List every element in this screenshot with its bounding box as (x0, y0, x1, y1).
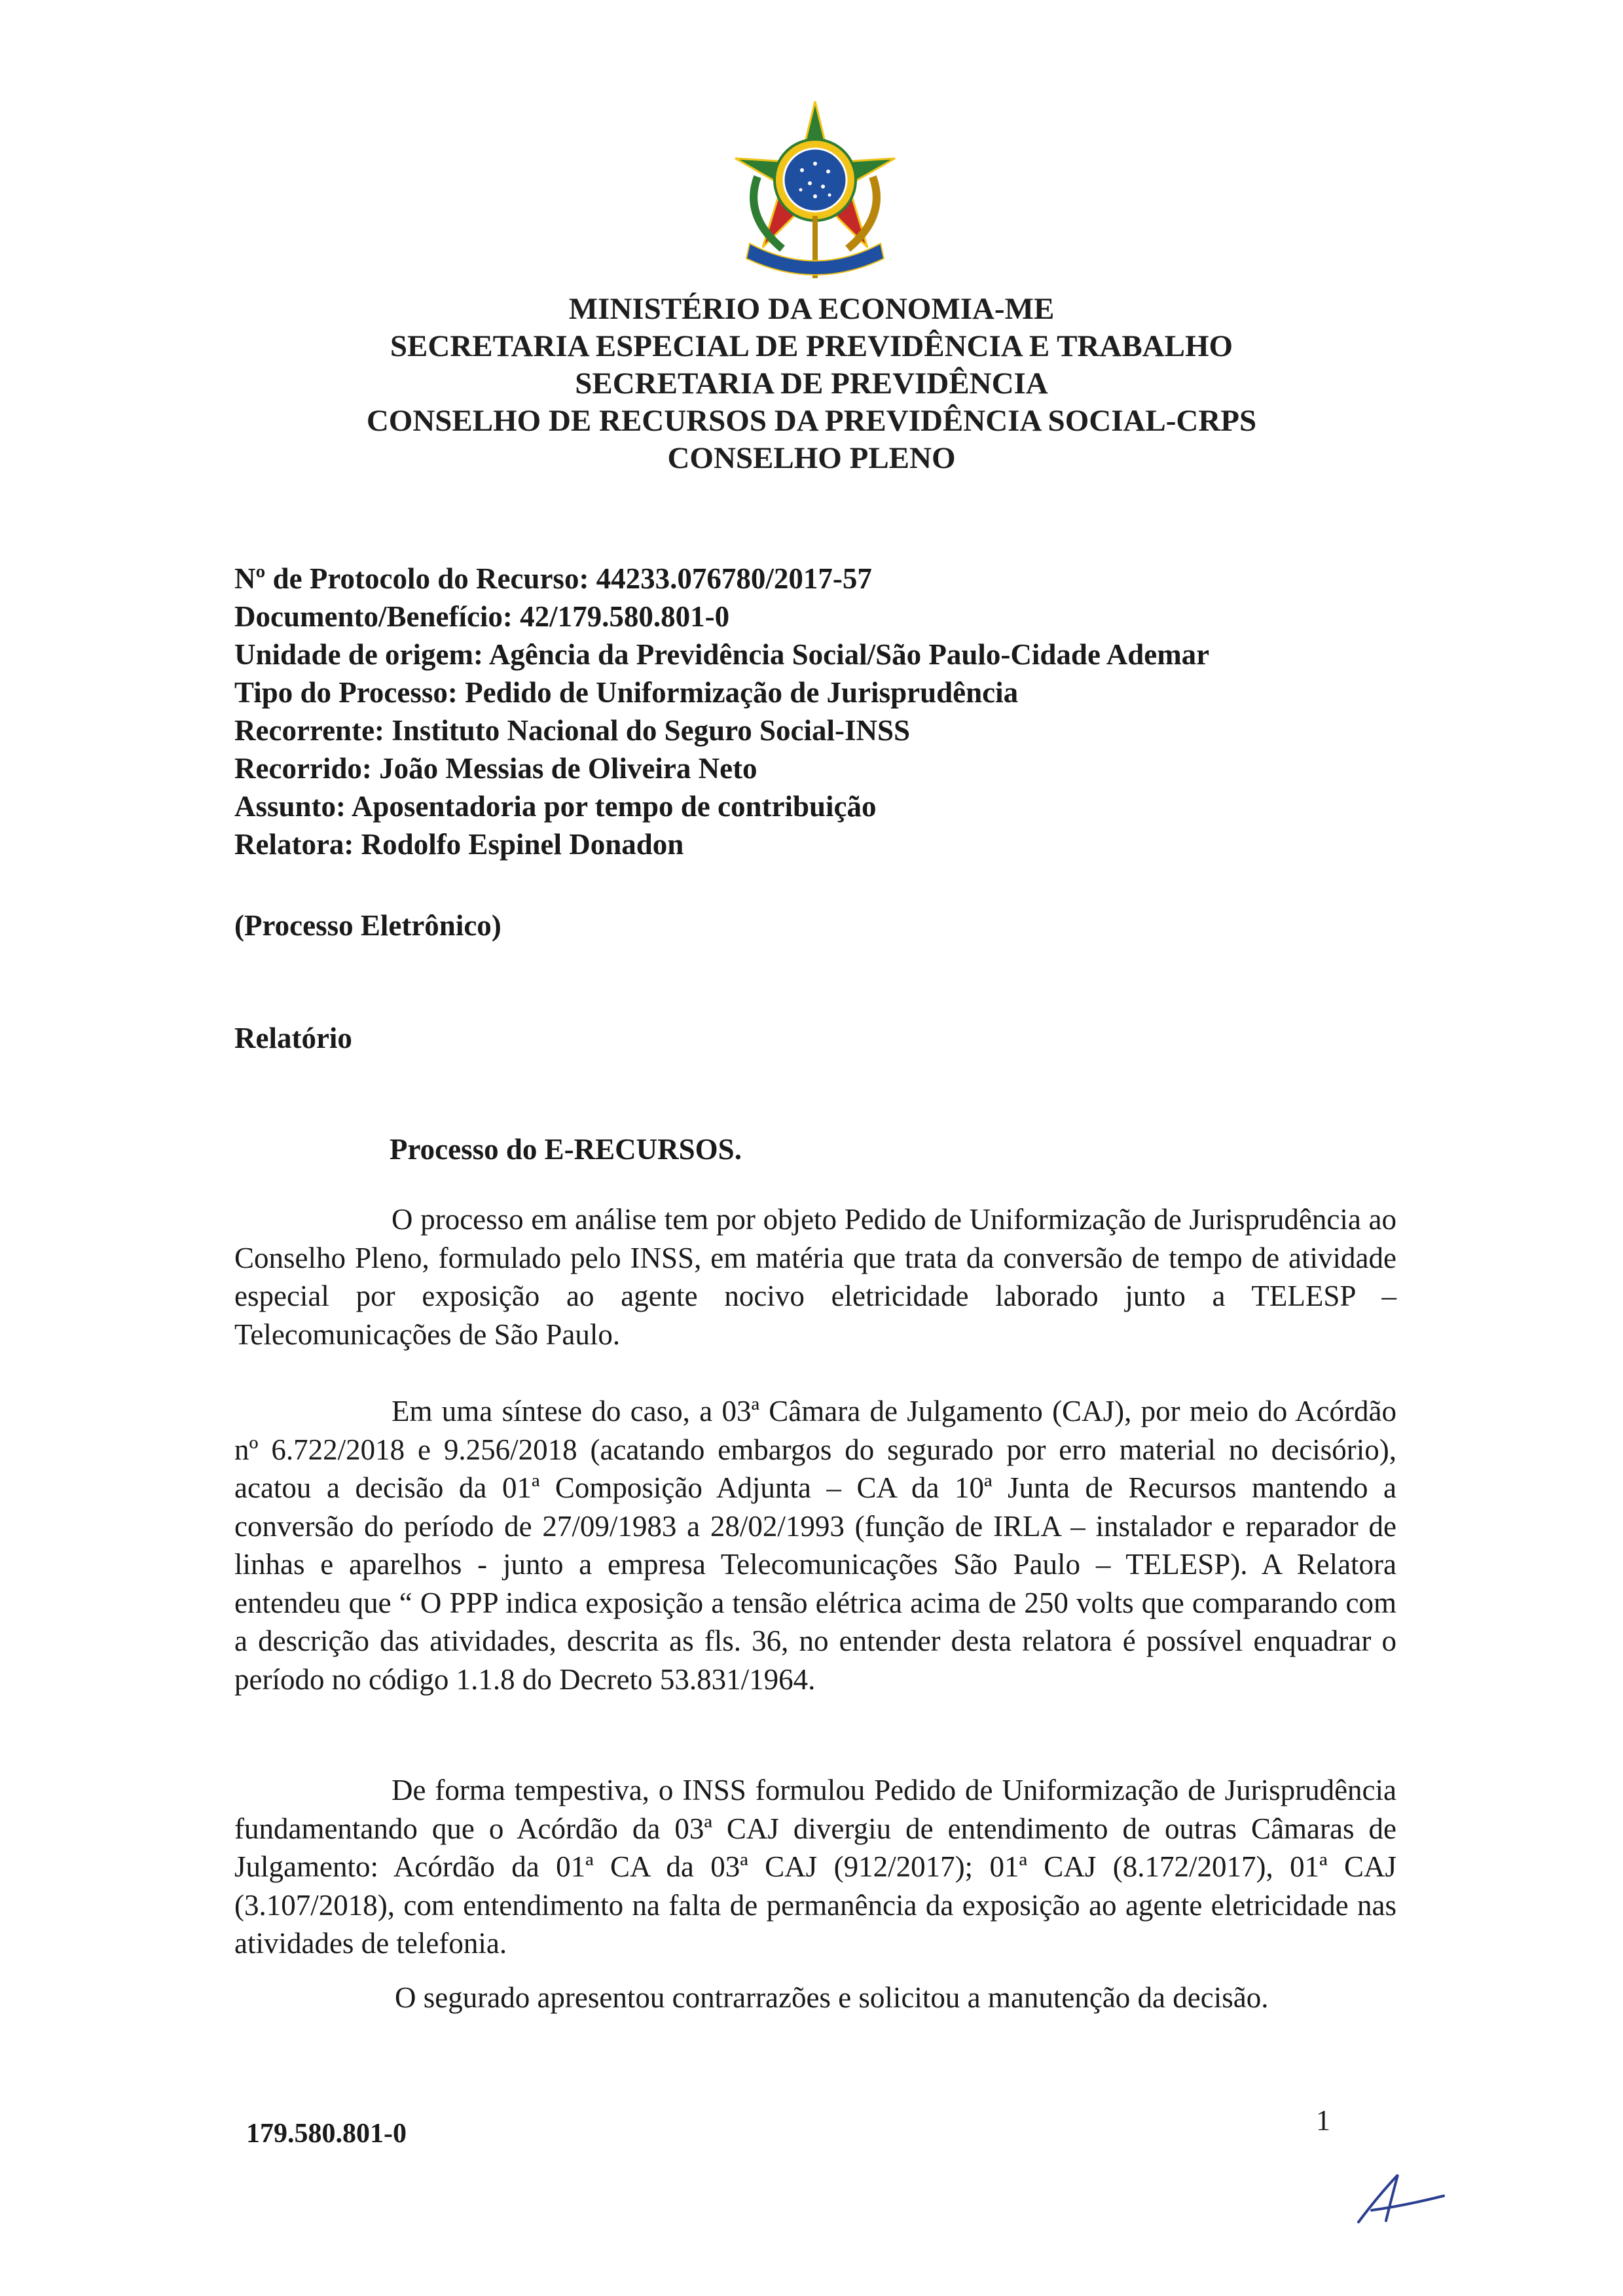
header-secretariat-special: SECRETARIA ESPECIAL DE PREVIDÊNCIA E TRABALHO (390, 329, 1233, 363)
e-recursos-heading: Processo do E-RECURSOS. (390, 1133, 742, 1166)
paragraph-counterarguments-text: O segurado apresentou contrarrazões e solicitou a manutenção da decisão. (395, 1981, 1269, 2014)
header-secretariat: SECRETARIA DE PREVIDÊNCIA (575, 367, 1048, 401)
paragraph-appeal (234, 1771, 1396, 1963)
protocol-number: Nº de Protocolo do Recurso: 44233.076780/2017-57 (234, 562, 872, 595)
paragraph-synthesis (234, 1392, 1396, 1698)
process-metadata (234, 560, 1209, 863)
rapporteur: Relatora: Rodolfo Espinel Donadon (234, 828, 684, 861)
process-type: Tipo do Processo: Pedido de Uniformização de Jurisprudência (234, 676, 1019, 709)
brazil-coat-of-arms-seal (723, 98, 907, 288)
footer-document-number: 179.580.801-0 (246, 2119, 407, 2149)
header-council: CONSELHO DE RECURSOS DA PREVIDÊNCIA SOCIAL-CRPS (366, 404, 1257, 438)
paragraph-synthesis-text: Em uma síntese do caso, a 03ª Câmara de Julgamento (CAJ), por meio do Acórdão nº 6.722/2018 e 9.256/2018 (acatando embargos do segurado por erro material no decisório), acatou a decisão da 01ª Composição Adjunta – CA da 10ª Junta de Recursos mantendo a conversão do período de 27/09/1983 a 28/02/1993 (função de IRLA – instalador e reparador de linhas e aparelhos - junto a empresa Telecomunicações São Paulo – TELESP). A Relatora entendeu que “ O PPP indica exposição a tensão elétrica acima de 250 volts que comparando com a descrição das atividades, descrita as fls. 36, no entender desta relatora é possível enquadrar o período no código 1.1.8 do Decreto 53.831/1964. (234, 1395, 1396, 1696)
header-ministry: MINISTÉRIO DA ECONOMIA-ME (568, 292, 1055, 326)
header-plenary: CONSELHO PLENO (667, 441, 956, 475)
origin-unit: Unidade de origem: Agência da Previdência Social/São Paulo-Cidade Ademar (234, 638, 1210, 671)
paragraph-counterarguments (234, 1979, 1396, 2017)
page-number: 1 (1316, 2104, 1330, 2136)
paragraph-object (234, 1200, 1396, 1354)
document-header (196, 291, 1427, 477)
paragraph-object-text: O processo em análise tem por objeto Pedido de Uniformização de Jurisprudência ao Conselho Pleno, formulado pelo INSS, em matéria que trata da conversão de tempo de atividade especial por exposição ao agente nocivo eletricidade laborado junto a TELESP – Telecomunicações de São Paulo. (234, 1203, 1396, 1351)
document-benefit: Documento/Benefício: 42/179.580.801-0 (234, 600, 730, 633)
appellee: Recorrido: João Messias de Oliveira Neto (234, 752, 757, 785)
paragraph-appeal-text: De forma tempestiva, o INSS formulou Pedido de Uniformização de Jurisprudência fundamentando que o Acórdão da 03ª CAJ divergiu de entendimento de outras Câmaras de Julgamento: Acórdão da 01ª CA da 03ª CAJ (912/2017); 01ª CAJ (8.172/2017), 01ª CAJ (3.107/2018), com entendimento na falta de permanência da exposição ao agente eletricidade nas atividades de telefonia. (234, 1774, 1396, 1960)
electronic-process-note: (Processo Eletrônico) (234, 909, 501, 942)
initials-signature (1352, 2170, 1450, 2229)
report-heading: Relatório (234, 1022, 352, 1054)
subject: Assunto: Aposentadoria por tempo de contribuição (234, 790, 877, 823)
appellant: Recorrente: Instituto Nacional do Seguro Social-INSS (234, 714, 911, 747)
